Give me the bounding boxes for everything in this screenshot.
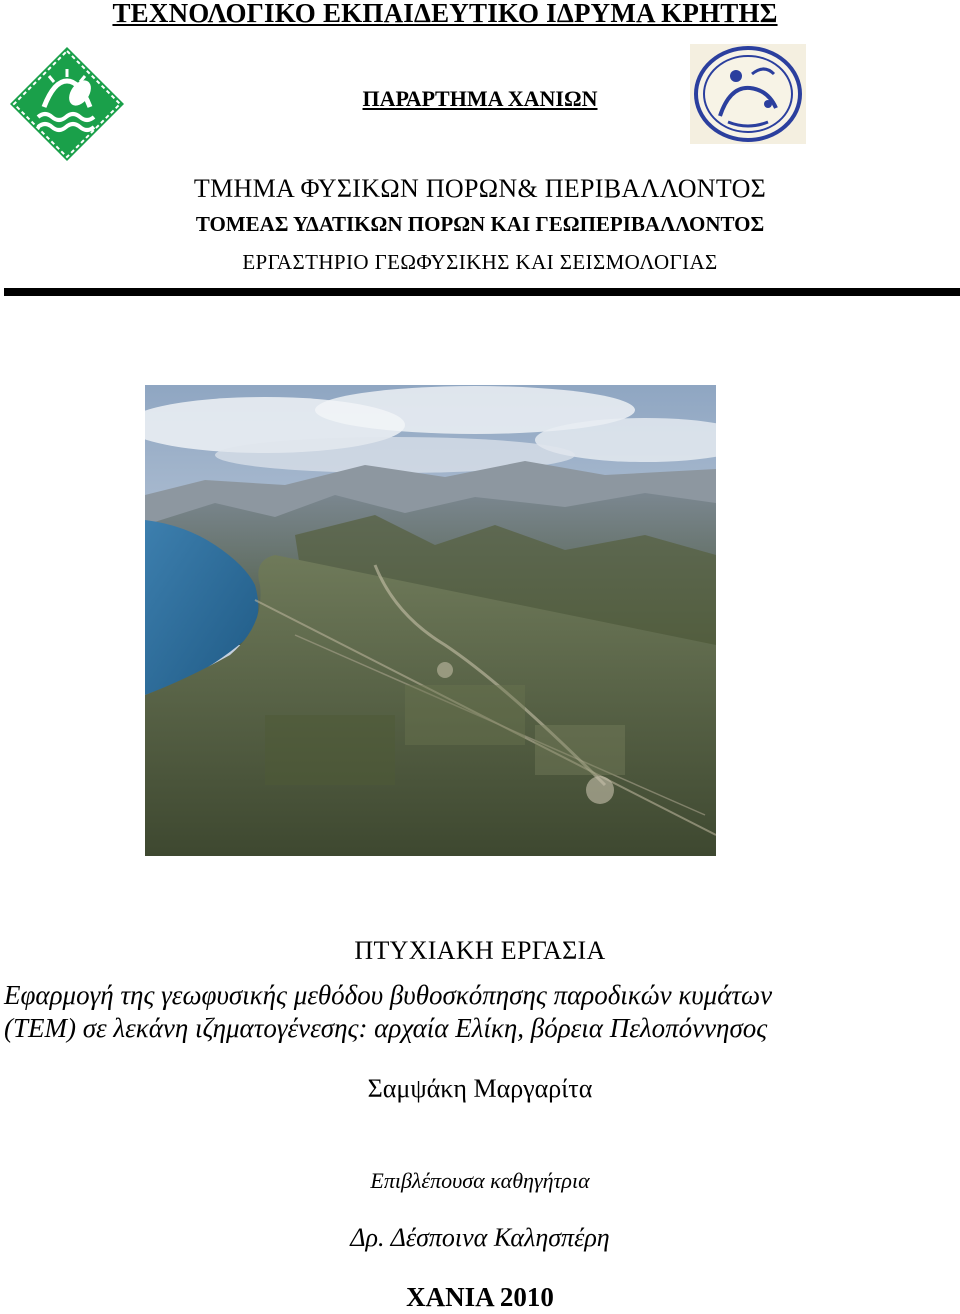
supervisor-label: Επιβλέπουσα καθηγήτρια bbox=[370, 1168, 590, 1193]
department-title: ΤΜΗΜΑ ΦΥΣΙΚΩΝ ΠΟΡΩΝ& ΠΕΡΙΒΑΛΛΟΝΤΟΣ bbox=[193, 174, 767, 203]
aerial-photo bbox=[145, 385, 716, 856]
sector-title: ΤΟΜΕΑΣ ΥΔΑΤΙΚΩΝ ΠΟΡΩΝ ΚΑΙ ΓΕΩΠΕΡΙΒΑΛΛΟΝΤΟΣ bbox=[195, 212, 765, 236]
aerial-landscape-image bbox=[145, 385, 716, 856]
place-year: ΧΑΝΙΑ 2010 bbox=[406, 1282, 554, 1312]
thesis-title-line-1: Εφαρμογή της γεωφυσικής μεθόδου βυθοσκόπησης παροδικών κυμάτων bbox=[4, 980, 773, 1010]
thesis-type: ΠΤΥΧΙΑΚΗ ΕΡΓΑΣΙΑ bbox=[354, 936, 606, 965]
laboratory-title: ΕΡΓΑΣΤΗΡΙΟ ΓΕΩΦΥΣΙΚΗΣ ΚΑΙ ΣΕΙΣΜΟΛΟΓΙΑΣ bbox=[242, 250, 718, 274]
institution-title: ΤΕΧΝΟΛΟΓΙΚΟ ΕΚΠΑΙΔΕΥΤΙΚΟ ΙΔΡΥΜΑ ΚΡΗΤΗΣ bbox=[112, 0, 778, 28]
supervisor-name: Δρ. Δέσποινα Καλησπέρη bbox=[350, 1223, 610, 1252]
branch-title: ΠΑΡΑΡΤΗΜΑ ΧΑΝΙΩΝ bbox=[362, 86, 598, 111]
header-divider bbox=[4, 288, 960, 296]
author-name: Σαμψάκη Μαργαρίτα bbox=[367, 1074, 593, 1103]
thesis-title bbox=[4, 979, 960, 1045]
thesis-title-line-2: (TEM) σε λεκάνη ιζηματογένεσης: αρχαία Ελίκη, βόρεια Πελοπόννησος bbox=[4, 1013, 768, 1043]
